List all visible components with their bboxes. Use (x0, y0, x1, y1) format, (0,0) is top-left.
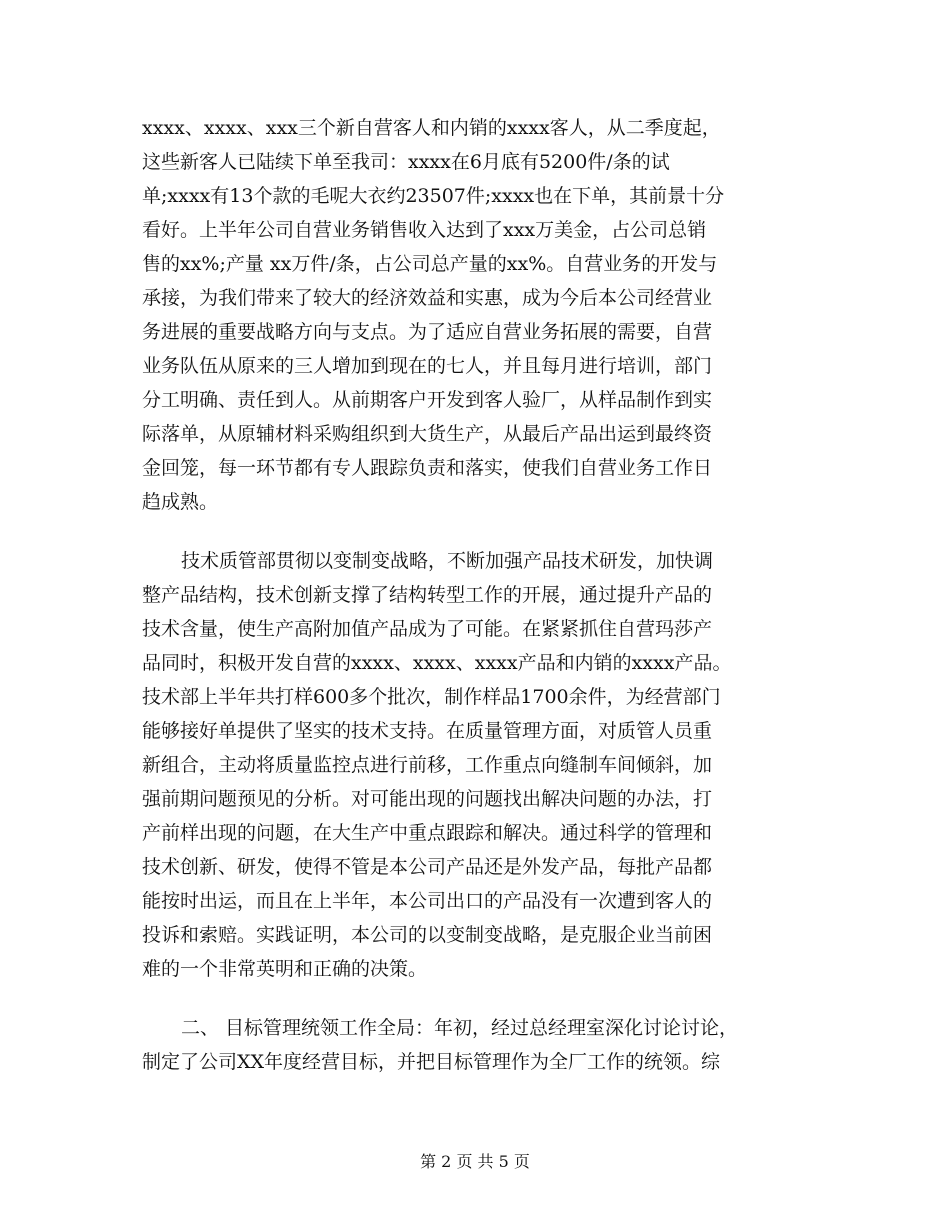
text-line: 业务队伍从原来的三人增加到现在的七人，并且每月进行培训，部门 (142, 355, 713, 377)
text-line: 整产品结构，技术创新支撑了结构转型工作的开展，通过提升产品的 (142, 584, 713, 606)
text-line: 技术含量，使生产高附加值产品成为了可能。在紧紧抓住自营玛莎产 (142, 618, 713, 640)
text-line: 投诉和索赔。实践证明，本公司的以变制变战略，是克服企业当前困 (142, 924, 713, 946)
text-line: 分工明确、责任到人。从前期客户开发到客人验厂，从样品制作到实 (142, 389, 713, 411)
text-line: 趋成熟。 (142, 491, 219, 513)
text-line: 看好。上半年公司自营业务销售收入达到了xxx万美金，占公司总销 (142, 219, 707, 241)
text-line: 新组合，主动将质量监控点进行前移，工作重点向缝制车间倾斜，加 (142, 754, 713, 776)
text-line: 售的xx%;产量 xx万件/条，占公司总产量的xx%。自营业务的开发与 (142, 253, 718, 275)
text-line: 制定了公司XX年度经营目标，并把目标管理作为全厂工作的统领。综 (142, 1051, 721, 1073)
text-line: 这些新客人已陆续下单至我司：xxxx在6月底有5200件/条的试 (142, 151, 670, 173)
page-footer: 第 2 页 共 5 页 (420, 1152, 530, 1171)
text-line: 技术创新、研发，使得不管是本公司产品还是外发产品，每批产品都 (142, 856, 713, 878)
text-line: 难的一个非常英明和正确的决策。 (142, 958, 428, 980)
text-line: 品同时，积极开发自营的xxxx、xxxx、xxxx产品和内销的xxxx产品。 (142, 652, 732, 674)
text-line: 单;xxxx有13个款的毛呢大衣约23507件;xxxx也在下单，其前景十分 (142, 185, 725, 207)
paragraph-first-line: 技术质管部贯彻以变制变战略，不断加强产品技术研发，加快调 (181, 550, 714, 572)
text-line: 承接，为我们带来了较大的经济效益和实惠，成为今后本公司经营业 (142, 287, 713, 309)
text-line: 金回笼，每一环节都有专人跟踪负责和落实，使我们自营业务工作日 (142, 457, 713, 479)
text-line: 能够接好单提供了坚实的技术支持。在质量管理方面，对质管人员重 (142, 720, 713, 742)
text-line: 际落单，从原辅材料采购组织到大货生产，从最后产品出运到最终资 (142, 423, 713, 445)
text-line: 技术部上半年共打样600多个批次，制作样品1700余件，为经营部门 (142, 686, 721, 708)
text-line: 产前样出现的问题，在大生产中重点跟踪和解决。通过科学的管理和 (142, 822, 713, 844)
text-line: 能按时出运，而且在上半年，本公司出口的产品没有一次遭到客人的 (142, 890, 713, 912)
text-line: xxxx、xxxx、xxx三个新自营客人和内销的xxxx客人，从二季度起， (142, 117, 721, 139)
text-line: 强前期问题预见的分析。对可能出现的问题找出解决问题的办法，打 (142, 788, 713, 810)
section-heading-line: 二、 目标管理统领工作全局：年初，经过总经理室深化讨论讨论， (181, 1017, 739, 1039)
text-line: 务进展的重要战略方向与支点。为了适应自营业务拓展的需要，自营 (142, 321, 713, 343)
